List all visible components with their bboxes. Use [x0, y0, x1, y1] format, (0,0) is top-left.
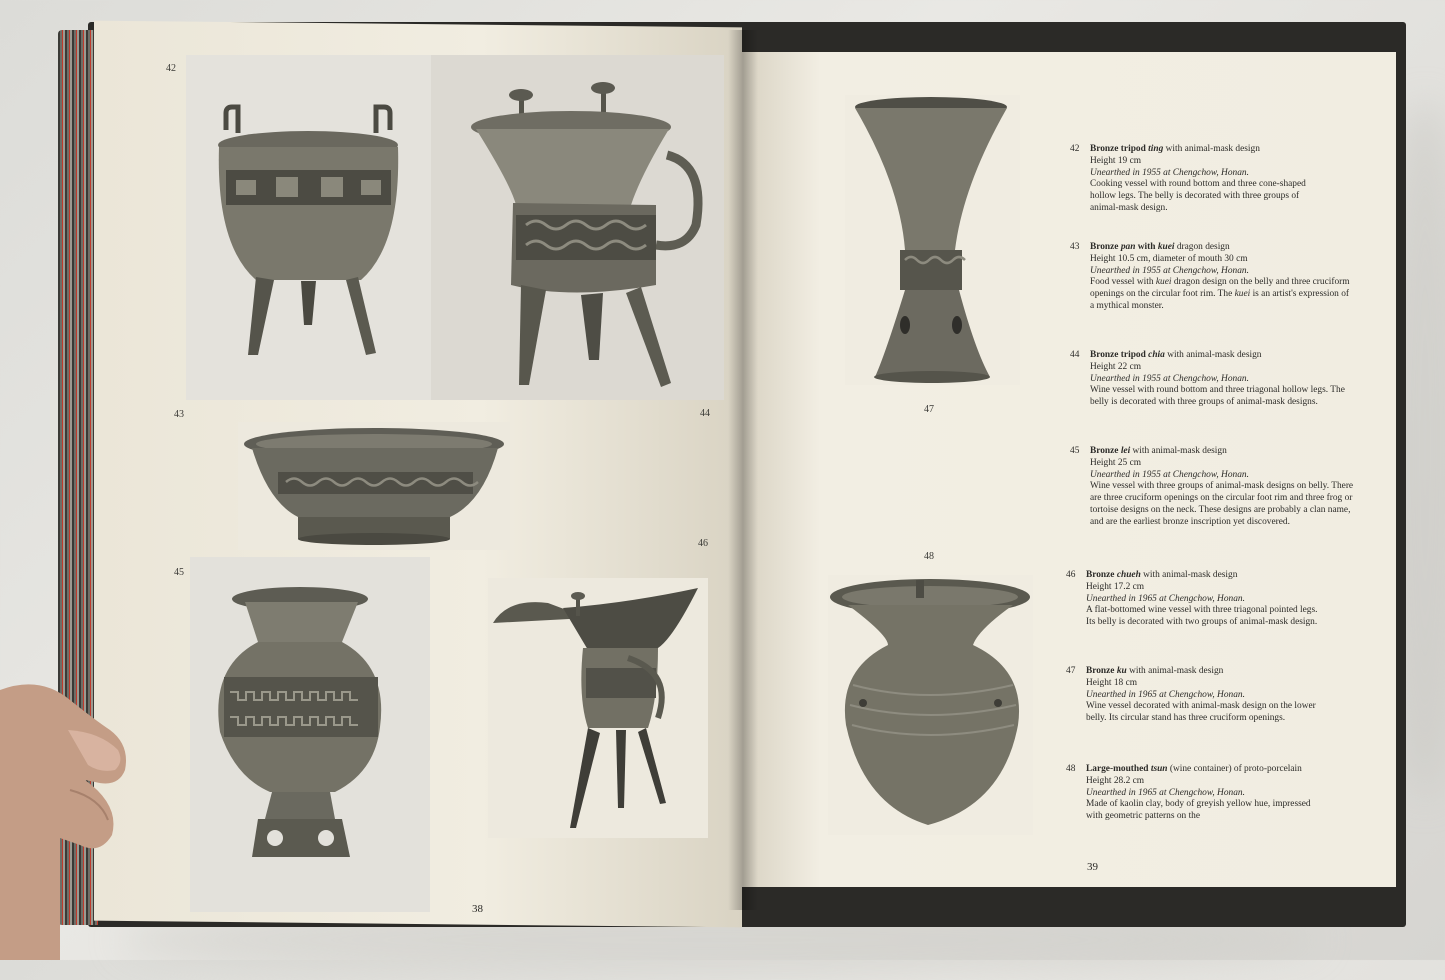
caption-description: Food vessel with kuei dragon design on the belly and three cruciform openings on the circular foot rim. The kuei is an artist's expression of a mythical monster.: [1090, 277, 1350, 311]
caption-provenance: Unearthed in 1955 at Chengchow, Honan.: [1090, 167, 1249, 178]
figure-label-46: 46: [698, 538, 708, 549]
caption-43: [1070, 242, 1360, 313]
caption-title: Bronze tripod chia with animal-mask design: [1090, 350, 1262, 360]
caption-description: Cooking vessel with round bottom and three cone-shaped hollow legs. The belly is decorated with three groups of animal-mask design.: [1090, 179, 1306, 213]
caption-provenance: Unearthed in 1965 at Chengchow, Honan.: [1086, 689, 1245, 700]
caption-47: [1066, 666, 1356, 725]
caption-number: 48: [1066, 764, 1076, 774]
caption-provenance: Unearthed in 1955 at Chengchow, Honan.: [1090, 265, 1249, 276]
caption-provenance: Unearthed in 1965 at Chengchow, Honan.: [1086, 593, 1245, 604]
caption-number: 42: [1070, 144, 1080, 154]
figure-label-43: 43: [174, 409, 184, 420]
caption-title: Bronze pan with kuei dragon design: [1090, 242, 1230, 252]
caption-48: [1066, 764, 1356, 823]
caption-45: [1070, 446, 1360, 529]
caption-description: Wine vessel decorated with animal-mask design on the lower belly. Its circular stand has three cruciform openings.: [1086, 701, 1316, 724]
photo-chueh-vessel: [488, 578, 708, 838]
caption-height: Height 19 cm: [1090, 155, 1142, 166]
photo-tsun-jar: [828, 575, 1033, 835]
caption-height: Height 25 cm: [1090, 457, 1142, 468]
caption-height: Height 10.5 cm, diameter of mouth 30 cm: [1090, 253, 1248, 264]
book-gutter: [728, 30, 758, 910]
hand-holding-book: [0, 670, 140, 960]
caption-description: Wine vessel with round bottom and three triagonal hollow legs. The belly is decorated with three groups of animal-mask designs.: [1090, 385, 1345, 408]
photo-lei-vessel: [190, 557, 430, 912]
caption-height: Height 18 cm: [1086, 677, 1138, 688]
caption-number: 43: [1070, 242, 1080, 252]
photo-ting-tripod: [186, 55, 431, 400]
caption-44: [1070, 350, 1360, 409]
caption-title: Large-mouthed tsun (wine container) of proto-porcelain: [1086, 764, 1302, 774]
caption-46: [1066, 570, 1356, 629]
caption-title: Bronze tripod ting with animal-mask design: [1090, 144, 1260, 154]
caption-number: 45: [1070, 446, 1080, 456]
photo-chia-tripod: [431, 55, 724, 400]
caption-number: 47: [1066, 666, 1076, 676]
photo-ku-goblet: [845, 95, 1020, 385]
photo-pan-bowl: [238, 422, 510, 550]
figure-label-45: 45: [174, 567, 184, 578]
figure-label-48: 48: [924, 551, 934, 562]
caption-title: Bronze lei with animal-mask design: [1090, 446, 1227, 456]
caption-provenance: Unearthed in 1955 at Chengchow, Honan.: [1090, 373, 1249, 384]
caption-height: Height 17.2 cm: [1086, 581, 1145, 592]
caption-description: Wine vessel with three groups of animal-mask designs on belly. There are three cruciform openings on the circular foot rim and three frog or tortoise designs on the neck. These designs are probably a clan name, and are the earliest bronze inscription yet discovered.: [1090, 481, 1354, 527]
page-number-left: 38: [472, 903, 483, 915]
caption-number: 44: [1070, 350, 1080, 360]
figure-label-44: 44: [700, 408, 710, 419]
caption-number: 46: [1066, 570, 1076, 580]
caption-description: A flat-bottomed wine vessel with three triagonal pointed legs. Its belly is decorated with two groups of animal-mask design.: [1086, 605, 1318, 628]
figure-label-47: 47: [924, 404, 934, 415]
caption-title: Bronze ku with animal-mask design: [1086, 666, 1224, 676]
caption-height: Height 22 cm: [1090, 361, 1142, 372]
caption-height: Height 28.2 cm: [1086, 775, 1145, 786]
caption-provenance: Unearthed in 1965 at Chengchow, Honan.: [1086, 787, 1245, 798]
caption-title: Bronze chueh with animal-mask design: [1086, 570, 1238, 580]
figure-label-42: 42: [166, 63, 176, 74]
caption-description: Made of kaolin clay, body of greyish yellow hue, impressed with geometric patterns on the: [1086, 799, 1311, 822]
page-number-right: 39: [1087, 861, 1098, 873]
caption-provenance: Unearthed in 1955 at Chengchow, Honan.: [1090, 469, 1249, 480]
caption-42: [1070, 144, 1360, 215]
